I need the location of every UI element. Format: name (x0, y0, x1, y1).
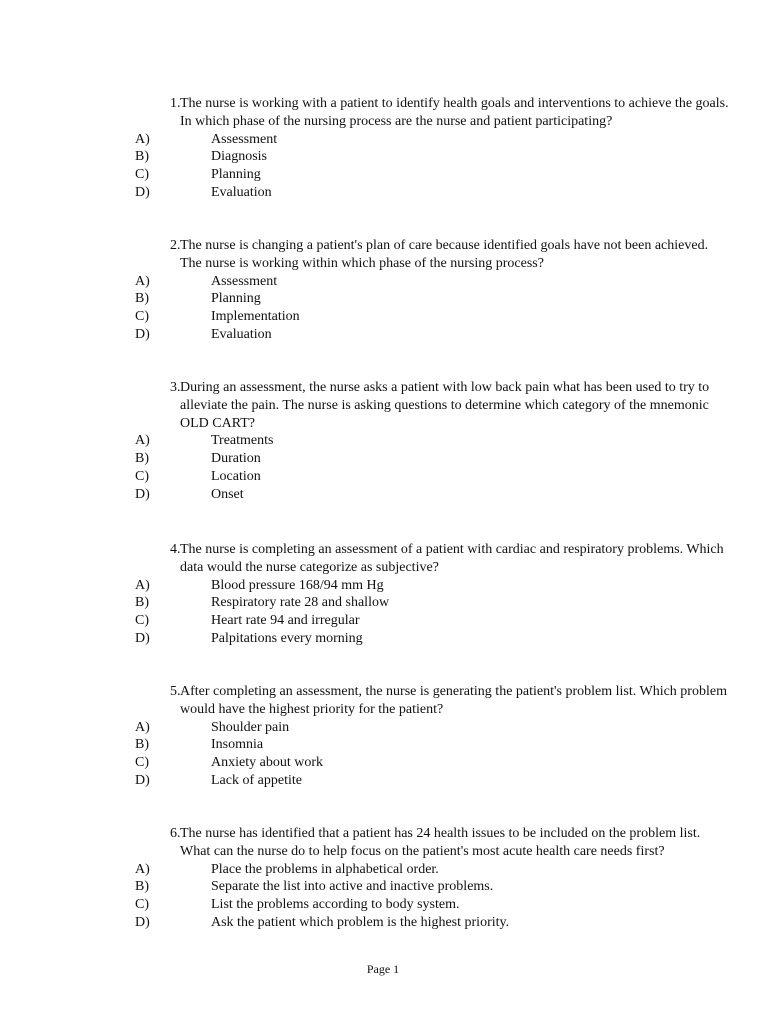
question-stem (170, 683, 730, 719)
question-stem (170, 95, 730, 131)
option-text: Lack of appetite (211, 772, 302, 788)
option-letter: A) (135, 577, 150, 593)
option-text: Location (211, 468, 261, 484)
option-text: Treatments (211, 433, 274, 449)
option-b (0, 290, 768, 308)
option-a (0, 577, 768, 595)
option-text: Evaluation (211, 326, 272, 342)
question-6 (0, 825, 768, 932)
option-a (0, 273, 768, 291)
question-4 (0, 541, 768, 648)
question-number: 6. (170, 826, 181, 841)
option-letter: D) (135, 914, 150, 930)
option-text: Implementation (211, 309, 300, 325)
option-b (0, 148, 768, 166)
option-letter: D) (135, 486, 150, 502)
question-3 (0, 379, 768, 504)
option-letter: C) (135, 468, 149, 484)
option-letter: D) (135, 772, 150, 788)
option-b (0, 736, 768, 754)
option-text: Assessment (211, 131, 278, 147)
option-text: Heart rate 94 and irregular (211, 613, 360, 629)
question-stem (170, 379, 730, 432)
answer-options (0, 577, 768, 648)
option-letter: B) (135, 149, 149, 165)
option-letter: A) (135, 719, 150, 735)
option-c (0, 754, 768, 772)
question-number: 2. (170, 238, 181, 253)
question-number: 4. (170, 542, 181, 557)
option-b (0, 450, 768, 468)
option-d (0, 486, 768, 504)
question-2 (0, 237, 768, 344)
option-d (0, 326, 768, 344)
option-text: Planning (211, 291, 261, 307)
option-letter: B) (135, 291, 149, 307)
question-text: The nurse is working with a patient to identify health goals and interventions to achieve the goals. In which phase of the nursing process are the nurse and patient participating? (180, 96, 729, 129)
option-text: Separate the list into active and inactive problems. (211, 879, 494, 895)
option-text: Assessment (211, 273, 278, 289)
option-b (0, 878, 768, 896)
question-1 (0, 95, 768, 202)
option-text: Shoulder pain (211, 719, 290, 735)
question-text: The nurse has identified that a patient has 24 health issues to be included on the problem list. What can the nurse do to help focus on the patient's most acute health care needs first? (180, 826, 701, 859)
option-c (0, 166, 768, 184)
question-number: 1. (170, 96, 181, 111)
question-stem (170, 541, 730, 577)
question-number: 3. (170, 380, 181, 395)
option-letter: C) (135, 309, 149, 325)
option-d (0, 630, 768, 648)
option-letter: A) (135, 131, 150, 147)
page-footer (0, 962, 768, 977)
option-text: Planning (211, 167, 261, 183)
answer-options (0, 131, 768, 202)
option-d (0, 772, 768, 790)
option-c (0, 612, 768, 630)
answer-options (0, 861, 768, 932)
option-letter: B) (135, 879, 149, 895)
option-letter: A) (135, 433, 150, 449)
option-letter: A) (135, 861, 150, 877)
option-letter: A) (135, 273, 150, 289)
option-text: Insomnia (211, 737, 264, 753)
option-text: Anxiety about work (211, 755, 323, 771)
option-d (0, 914, 768, 932)
page-number: Page 1 (366, 962, 400, 976)
option-text: Evaluation (211, 184, 272, 200)
option-letter: C) (135, 897, 149, 913)
option-a (0, 861, 768, 879)
option-b (0, 594, 768, 612)
option-text: Ask the patient which problem is the highest priority. (211, 914, 510, 930)
question-text: The nurse is completing an assessment of a patient with cardiac and respiratory problems. Which data would the nurse categorize as subjective? (180, 542, 724, 575)
option-letter: C) (135, 755, 149, 771)
answer-options (0, 719, 768, 790)
option-text: Duration (211, 451, 261, 467)
answer-options (0, 432, 768, 503)
question-text: During an assessment, the nurse asks a patient with low back pain what has been used to try to alleviate the pain. The nurse is asking questions to determine which category of the mnemonic OLD CART? (180, 380, 710, 431)
question-text: The nurse is changing a patient's plan of care because identified goals have not been achieved. The nurse is working within which phase of the nursing process? (180, 238, 709, 271)
option-letter: C) (135, 167, 149, 183)
option-a (0, 131, 768, 149)
option-a (0, 719, 768, 737)
option-letter: B) (135, 737, 149, 753)
option-c (0, 308, 768, 326)
option-letter: B) (135, 451, 149, 467)
option-text: List the problems according to body system. (211, 897, 460, 913)
question-stem (170, 825, 730, 861)
question-number: 5. (170, 684, 181, 699)
option-text: Onset (211, 486, 244, 502)
option-text: Place the problems in alphabetical order. (211, 861, 439, 877)
option-a (0, 432, 768, 450)
option-text: Palpitations every morning (211, 630, 363, 646)
option-text: Diagnosis (211, 149, 267, 165)
option-c (0, 896, 768, 914)
question-5 (0, 683, 768, 790)
option-text: Blood pressure 168/94 mm Hg (211, 577, 384, 593)
option-text: Respiratory rate 28 and shallow (211, 595, 390, 611)
option-letter: D) (135, 630, 150, 646)
question-stem (170, 237, 730, 273)
option-letter: C) (135, 613, 149, 629)
answer-options (0, 273, 768, 344)
question-text: After completing an assessment, the nurse is generating the patient's problem list. Which problem would have the highest priority for the patient? (180, 684, 727, 717)
option-letter: D) (135, 184, 150, 200)
option-c (0, 468, 768, 486)
option-letter: B) (135, 595, 149, 611)
option-d (0, 184, 768, 202)
option-letter: D) (135, 326, 150, 342)
